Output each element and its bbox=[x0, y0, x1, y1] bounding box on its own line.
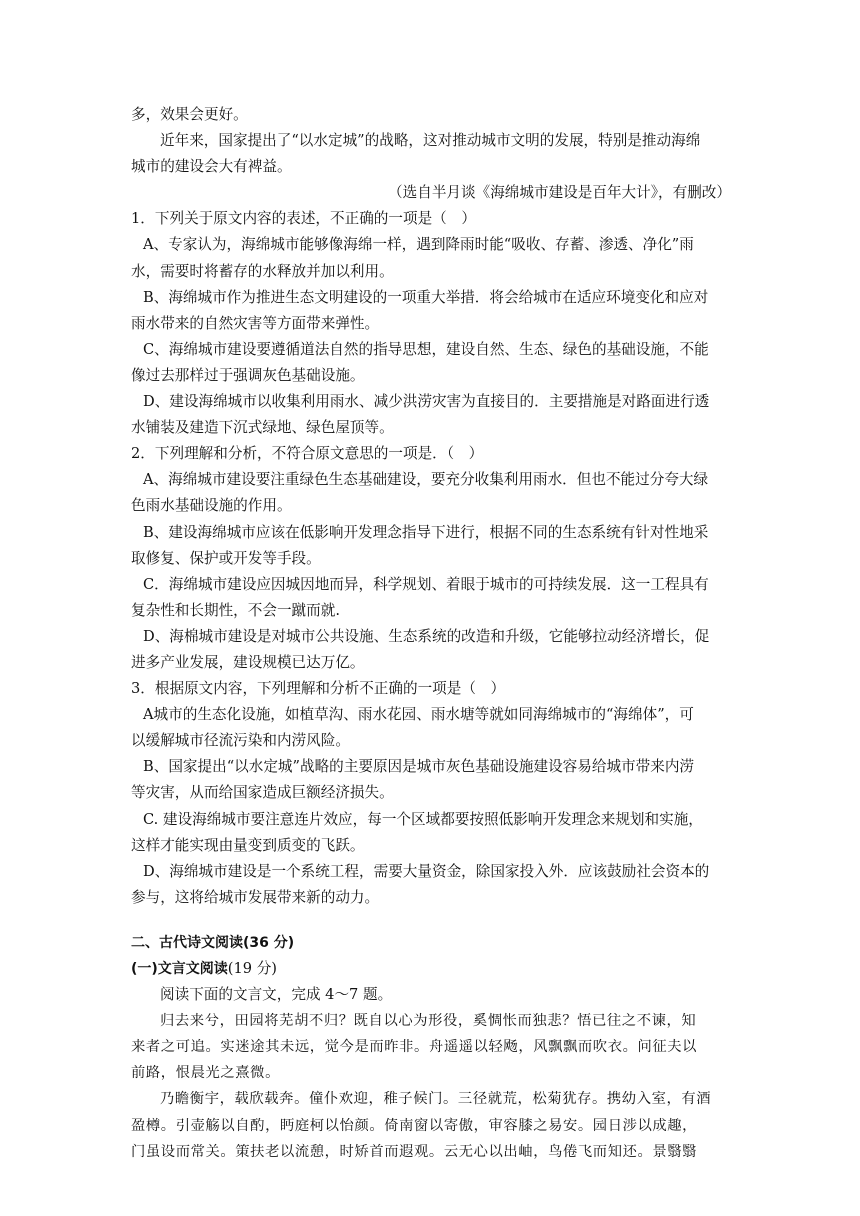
option-c-line: 这样才能实现由量变到质变的飞跃。 bbox=[131, 836, 365, 854]
subsection-title bbox=[131, 956, 731, 982]
passage-line: 近年来，国家提出了“以水定城”的战略，这对推动城市文明的发展，特别是推动海绵 bbox=[160, 132, 701, 150]
passage-line: 城市的建设会大有裨益。 bbox=[131, 158, 292, 176]
option-a-line: A、专家认为，海绵城市能够像海绵一样，遇到降雨时能“吸收、存蓄、渗透、净化”雨 bbox=[143, 236, 694, 254]
classical-line: 前路，恨晨光之熹微。 bbox=[131, 1065, 280, 1082]
section-title: 二、古代诗文阅读(36 分) bbox=[131, 934, 295, 951]
option-a-line: A城市的生态化设施，如植草沟、雨水花园、雨水塘等就如同海绵城市的“海绵体”，可 bbox=[143, 706, 694, 724]
option-b-line: 等灾害，从而给国家造成巨额经济损失。 bbox=[131, 784, 394, 802]
question-stem: 2．下列理解和分析，不符合原文意思的一项是．（ ） bbox=[131, 445, 484, 463]
option-c-line: 复杂性和长期性，不会一蹴而就. bbox=[131, 601, 340, 619]
option-c-line: C．海绵城市建设应因城因地而异，科学规划、着眼于城市的可持续发展．这一工程具有 bbox=[143, 575, 709, 593]
option-d-line: 进多产业发展，建设规模已达万亿。 bbox=[131, 653, 365, 671]
classical-line: 门虽设而常关。策扶老以流憩，时矫首而遐观。云无心以出岫，鸟倦飞而知还。景翳翳 bbox=[131, 1143, 698, 1160]
option-b-line: 雨水带来的自然灾害等方面带来弹性。 bbox=[131, 314, 380, 332]
section-gap bbox=[131, 911, 731, 930]
subsection-title-text: (一)文言文阅读 bbox=[131, 961, 228, 977]
question-stem: 3．根据原文内容，下列理解和分析不正确的一项是（ ） bbox=[131, 680, 506, 698]
classical-line: 归去来兮，田园将芜胡不归？既自以心为形役，奚惆怅而独悲？悟已往之不谏，知 bbox=[160, 1013, 697, 1030]
classical-line: 来者之可追。实迷途其未远，觉今是而昨非。舟遥遥以轻飏，风飘飘而吹衣。问征夫以 bbox=[131, 1039, 698, 1056]
option-b-line: B、建设海绵城市应该在低影响开发理念指导下进行，根据不同的生态系统有针对性地采 bbox=[143, 523, 709, 541]
option-b-line: B、海绵城市作为推进生态文明建设的一项重大举措．将会给城市在适应环境变化和应对 bbox=[143, 288, 709, 306]
classical-line: 乃瞻衡宇，载欣载奔。僮仆欢迎，稚子候门。三径就荒，松菊犹存。携幼入室，有酒 bbox=[160, 1091, 712, 1108]
subsection-score: (19 分) bbox=[227, 960, 277, 977]
option-b-line: 取修复、保护或开发等手段。 bbox=[131, 549, 321, 567]
option-c-line: C. 建设海绵城市要注意连片效应，每一个区域都要按照低影响开发理念来规划和实施， bbox=[143, 810, 703, 828]
option-d-line: D、海绵城市建设是一个系统工程，需要大量资金，除国家投入外．应该鼓励社会资本的 bbox=[143, 862, 710, 880]
classical-line: 盈樽。引壶觞以自酌，眄庭柯以怡颜。倚南窗以寄傲，审容膝之易安。园日涉以成趣， bbox=[131, 1117, 698, 1134]
option-c-line: C、海绵城市建设要遵循道法自然的指导思想，建设自然、生态、绿色的基础设施，不能 bbox=[143, 340, 709, 358]
passage-line: 多，效果会更好。 bbox=[131, 106, 248, 123]
option-b-line: B、国家提出“以水定城”战略的主要原因是城市灰色基础设施建设容易给城市带来内涝 bbox=[143, 758, 695, 776]
source-note: （选自半月谈《海绵城市建设是百年大计》，有删改） bbox=[388, 184, 731, 202]
option-a-line: 水，需要时将蓄存的水释放并加以利用。 bbox=[131, 262, 394, 280]
question-2 bbox=[131, 441, 731, 676]
question-stem: 1．下列关于原文内容的表述，不正确的一项是（ ） bbox=[131, 210, 476, 228]
instruction: 阅读下面的文言文，完成 4～7 题。 bbox=[160, 986, 393, 1004]
document-body bbox=[131, 102, 731, 1165]
option-d-line: D、海棉城市建设是对城市公共设施、生态系统的改造和升级，它能够拉动经济增长，促 bbox=[143, 627, 710, 645]
option-d-line: D、建设海绵城市以收集利用雨水、减少洪涝灾害为直接目的．主要措施是对路面进行透 bbox=[143, 393, 710, 411]
option-a-line: 以缓解城市径流污染和内涝风险。 bbox=[131, 732, 350, 750]
option-a-line: A、海绵城市建设要注重绿色生态基础建设，要充分收集利用雨水．但也不能过分夸大绿 bbox=[143, 471, 709, 489]
classical-text bbox=[131, 1008, 731, 1165]
option-a-line: 色雨水基础设施的作用。 bbox=[131, 497, 292, 515]
question-3 bbox=[131, 676, 731, 911]
option-d-line: 水铺装及建造下沉式绿地、绿色屋顶等。 bbox=[131, 419, 394, 437]
option-c-line: 像过去那样过于强调灰色基础设施。 bbox=[131, 366, 365, 384]
option-d-line: 参与，这将给城市发展带来新的动力。 bbox=[131, 888, 380, 906]
question-1 bbox=[131, 206, 731, 441]
